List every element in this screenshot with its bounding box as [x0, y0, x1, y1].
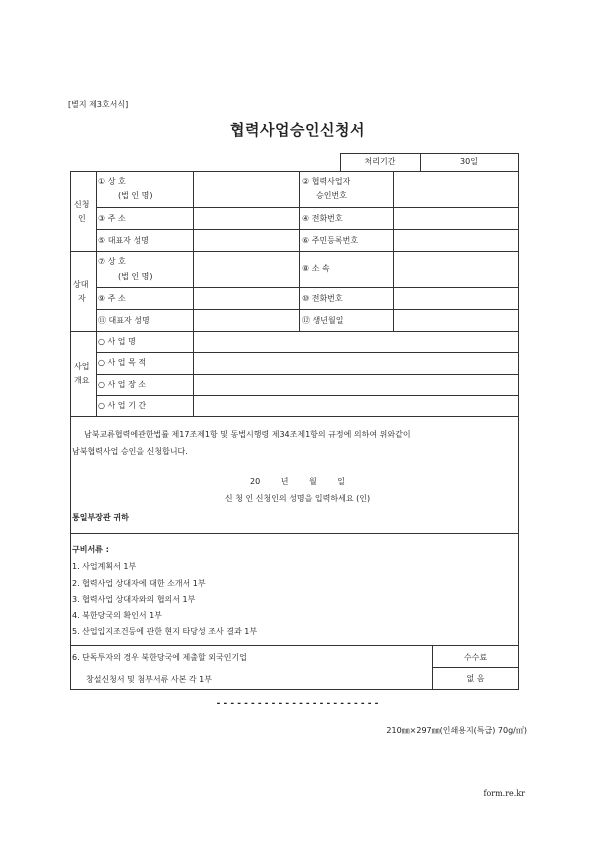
business-location-field[interactable]: [194, 375, 517, 394]
document-item: 3. 협력사업 상대자와의 협의서 1부: [72, 595, 196, 604]
fee-value: 없 음: [466, 674, 485, 683]
partner-birthdate-field[interactable]: [394, 310, 517, 330]
applicant-approval-label-2: 승인번호: [316, 191, 347, 200]
partner-company-field[interactable]: [194, 252, 298, 286]
business-section-label-2: 개요: [74, 376, 90, 385]
document-item-6-line-2: 창설신청서 및 첨부서류 사본 각 1부: [86, 675, 212, 684]
statement-line-1: 남북교류협력에관한법률 제17조제1항 및 동법시행령 제34조제1항의 규정에 의하여 위와같이: [84, 430, 411, 439]
partner-section-label-1: 상대: [73, 280, 89, 289]
applicant-address-field[interactable]: [194, 208, 298, 228]
cut-line: - - - - - - - - - - - - - - - - - - - - - - - -: [216, 699, 379, 709]
applicant-signature[interactable]: 신 청 인 신청인의 성명을 입력하세요 (인): [224, 494, 371, 503]
business-location-label: ○ 사 업 장 소: [98, 380, 147, 389]
partner-section-label-2: 자: [78, 294, 86, 303]
applicant-section-label-2: 인: [78, 214, 86, 223]
applicant-rep-field[interactable]: [194, 230, 298, 250]
footer-watermark: form.re.kr: [483, 789, 525, 798]
partner-phone-field[interactable]: [394, 288, 517, 308]
document-item: 1. 사업계획서 1부: [72, 562, 137, 571]
business-section-label-1: 사업: [74, 362, 90, 371]
business-purpose-field[interactable]: [194, 353, 517, 373]
applicant-phone-label: ④ 전화번호: [302, 214, 343, 223]
partner-address-field[interactable]: [194, 288, 298, 308]
document-item: 5. 산업입지조건등에 관한 현지 타당성 조사 결과 1부: [72, 627, 258, 636]
paper-spec: 210㎜×297㎜(인쇄용지(특급) 70g/㎡): [386, 726, 527, 735]
recipient: 통일부장관 귀하: [72, 513, 129, 522]
document-item: 2. 협력사업 상대자에 대한 소개서 1부: [72, 579, 206, 588]
applicant-rep-label: ⑤ 대표자 성명: [98, 236, 149, 245]
business-name-label: ○ 사 업 명: [98, 337, 136, 346]
page-title: 협력사업승인신청서: [230, 121, 365, 139]
partner-birthdate-label: ⑫ 생년월일: [302, 316, 344, 325]
partner-corp-label: (법 인 명): [118, 272, 153, 281]
processing-value: 30일: [460, 157, 478, 166]
applicant-address-label: ③ 주 소: [98, 214, 126, 223]
business-period-field[interactable]: [194, 396, 517, 415]
partner-rep-field[interactable]: [194, 310, 298, 330]
partner-address-label: ⑨ 주 소: [98, 294, 126, 303]
partner-rep-label: ⑪ 대표자 성명: [98, 316, 150, 325]
fee-label: 수수료: [463, 653, 488, 662]
document-item: 4. 북한당국의 확인서 1부: [72, 611, 162, 620]
business-name-field[interactable]: [194, 332, 517, 351]
partner-affiliation-field[interactable]: [394, 252, 517, 286]
applicant-approval-label: ② 협력사업자: [302, 177, 351, 186]
partner-affiliation-label: ⑧ 소 속: [302, 264, 330, 273]
processing-label: 처리기간: [364, 157, 396, 166]
partner-phone-label: ⑩ 전화번호: [302, 294, 343, 303]
applicant-phone-field[interactable]: [394, 208, 517, 228]
business-period-label: ○ 사 업 기 간: [98, 401, 147, 410]
applicant-company-field[interactable]: [194, 172, 298, 206]
applicant-resident-no-label: ⑥ 주민등록번호: [302, 236, 359, 245]
applicant-corp-label: (법 인 명): [118, 191, 153, 200]
business-purpose-label: ○ 사 업 목 적: [98, 358, 147, 367]
applicant-approval-field[interactable]: [394, 172, 517, 206]
documents-heading: 구비서류 :: [72, 545, 109, 554]
applicant-section-label-1: 신청: [74, 200, 90, 209]
application-date: 20 년 월 일: [250, 477, 345, 486]
statement-line-2: 남북협력사업 승인을 신청합니다.: [72, 447, 188, 456]
document-item-6-line-1: 6. 단독투자의 경우 북한당국에 제출할 외국인기업: [72, 653, 247, 662]
partner-company-label: ⑦ 상 호: [98, 257, 126, 266]
form-number: [별지 제3호서식]: [68, 100, 129, 109]
applicant-resident-no-field[interactable]: [394, 230, 517, 250]
applicant-company-label: ① 상 호: [98, 177, 126, 186]
